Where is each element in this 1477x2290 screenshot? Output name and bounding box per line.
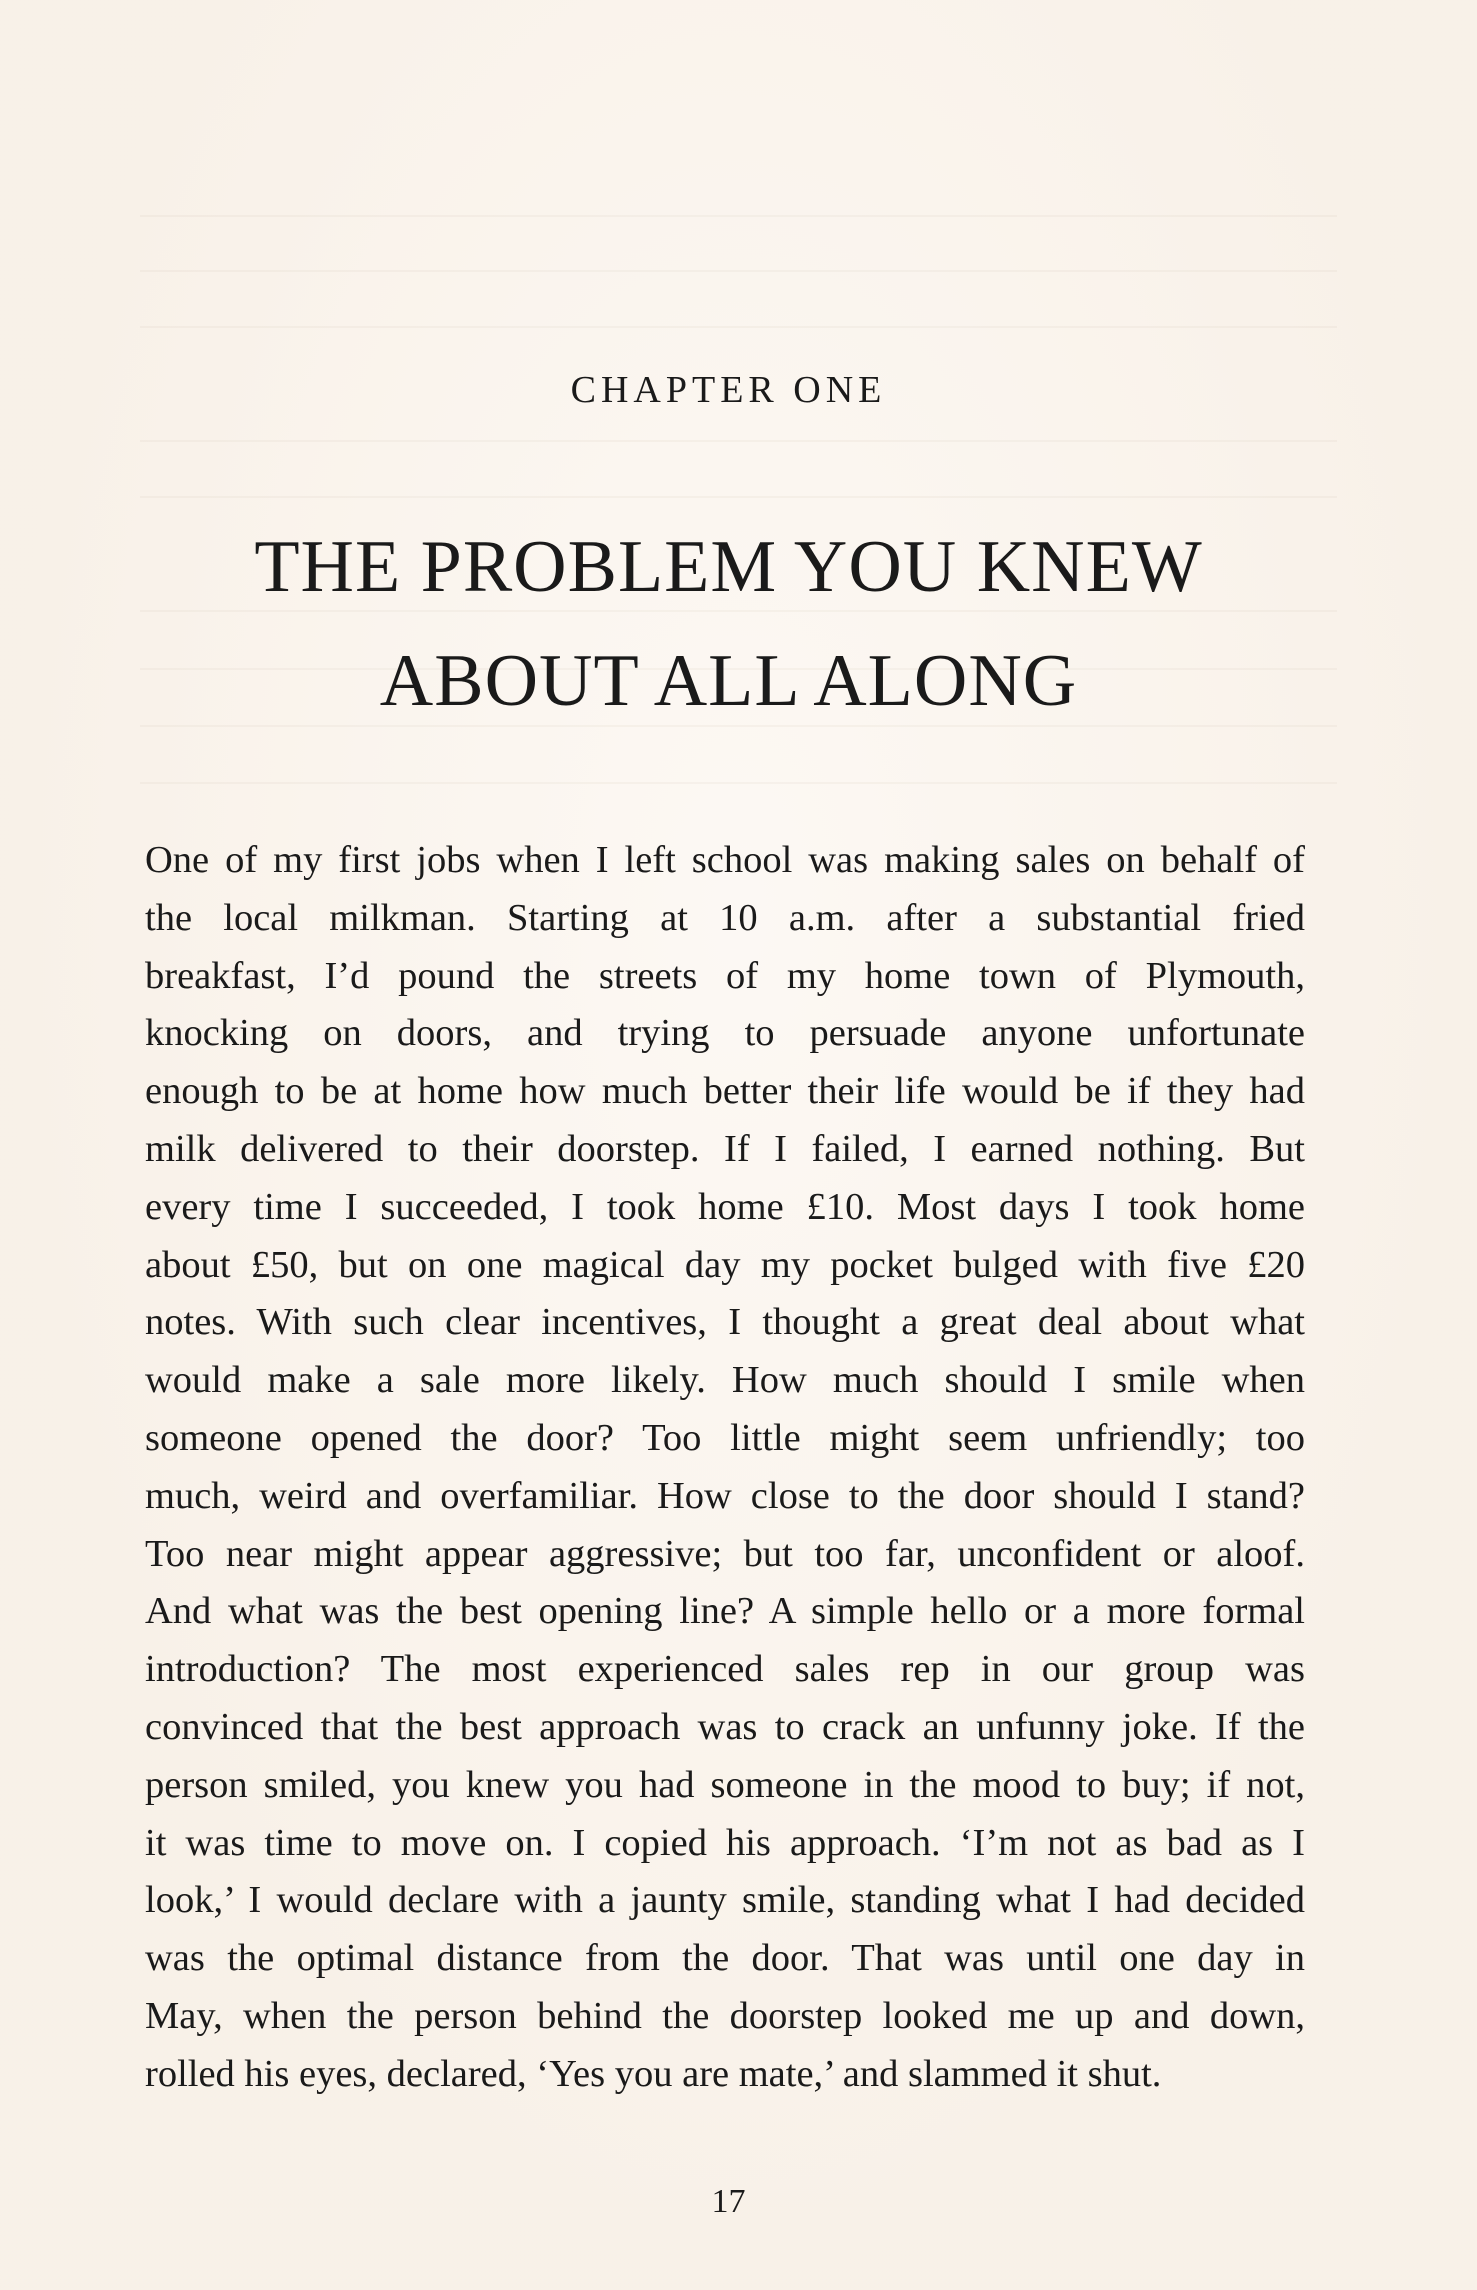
body-line: notes. With such clear incentives, I thought a great deal about what [145, 1301, 1305, 1344]
body-line: And what was the best opening line? A simple hello or a more formal [145, 1590, 1305, 1633]
body-paragraph [145, 832, 1305, 2104]
show-through-line [140, 270, 1337, 272]
body-line: was the optimal distance from the door. That was until one day in [145, 1937, 1305, 1980]
show-through-line [140, 440, 1337, 442]
chapter-title-line: THE PROBLEM YOU KNEW [254, 526, 1203, 608]
body-line: One of my first jobs when I left school was making sales on behalf of [145, 839, 1305, 881]
show-through-line [140, 215, 1337, 217]
body-line: the local milkman. Starting at 10 a.m. after a substantial fried [145, 896, 1305, 939]
body-line: someone opened the door? Too little might seem unfriendly; too [145, 1416, 1305, 1459]
body-line: enough to be at home how much better their life would be if they had [145, 1070, 1305, 1113]
body-line: person smiled, you knew you had someone in the mood to buy; if not, [145, 1763, 1305, 1806]
body-line: rolled his eyes, declared, ‘Yes you are mate,’ and slammed it shut. [145, 2052, 1162, 2095]
body-line: it was time to move on. I copied his approach. ‘I’m not as bad as I [145, 1821, 1305, 1864]
body-line: knocking on doors, and trying to persuade anyone unfortunate [145, 1012, 1305, 1055]
body-line: convinced that the best approach was to crack an unfunny joke. If the [145, 1705, 1305, 1748]
body-line: Too near might appear aggressive; but too far, unconfident or aloof. [145, 1532, 1305, 1575]
chapter-label: CHAPTER ONE [570, 369, 887, 411]
chapter-title-line: ABOUT ALL ALONG [379, 640, 1078, 722]
body-line: May, when the person behind the doorstep looked me up and down, [145, 1994, 1305, 2037]
body-line: introduction? The most experienced sales rep in our group was [145, 1648, 1305, 1691]
body-line: about £50, but on one magical day my pocket bulged with five £20 [145, 1243, 1305, 1286]
page-number: 17 [711, 2183, 746, 2220]
body-line: every time I succeeded, I took home £10. Most days I took home [145, 1185, 1305, 1228]
show-through-line [140, 326, 1337, 328]
body-line: much, weird and overfamiliar. How close to the door should I stand? [145, 1474, 1305, 1517]
show-through-line [140, 496, 1337, 498]
chapter-title [0, 510, 1457, 738]
body-line: would make a sale more likely. How much should I smile when [145, 1359, 1305, 1402]
body-line: look,’ I would declare with a jaunty smile, standing what I had decided [145, 1879, 1305, 1922]
body-line: milk delivered to their doorstep. If I failed, I earned nothing. But [145, 1127, 1305, 1170]
show-through-line [140, 782, 1337, 784]
body-line: breakfast, I’d pound the streets of my home town of Plymouth, [145, 954, 1305, 997]
